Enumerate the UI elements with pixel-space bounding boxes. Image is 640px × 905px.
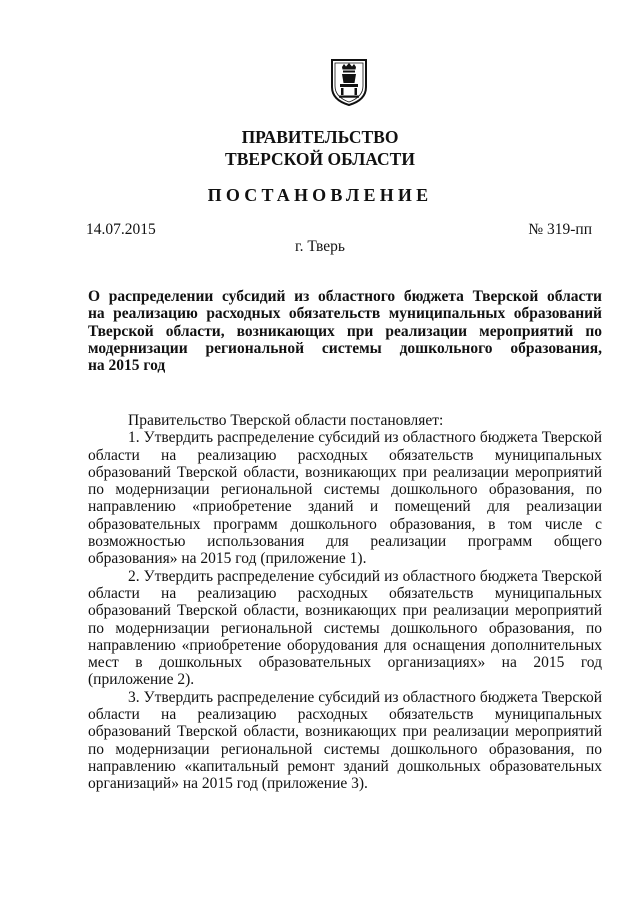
item-paragraph: 1. Утвердить распределение субсидий из областного бюджета Тверской области на реализацию расходных обязательств муниципальных образований Тверской области, возникающих при реализации мероприятий по модернизации региональной системы дошкольного образования, по направлению «приобретение зданий и помещений для реализации образовательных программ дошкольного образования, в том числе с возможностью использования для реализации программ общего образования» на 2015 год (приложение 1). [88,429,602,568]
document-date: 14.07.2015 [86,221,156,238]
item-paragraph: 3. Утвердить распределение субсидий из областного бюджета Тверской области на реализацию расходных обязательств муниципальных образований Тверской области, возникающих при реализации мероприятий по модернизации региональной системы дошкольного образования, по направлению «капитальный ремонт зданий дошкольных образовательных организаций» на 2015 год (приложение 3). [88,688,602,793]
document-body [88,412,602,793]
item-paragraph: 2. Утвердить распределение субсидий из областного бюджета Тверской области на реализацию расходных обязательств муниципальных образований Тверской области, возникающих при реализации мероприятий по модернизации региональной системы дошкольного образования, по направлению «приобретение оборудования для оснащения дополнительных мест в дошкольных образовательных организациях» на 2015 год (приложение 2). [88,567,602,689]
government-name-line: ТВЕРСКОЙ ОБЛАСТИ [225,149,415,169]
government-name-line: ПРАВИТЕЛЬСТВО [241,127,399,147]
coat-of-arms-icon [329,57,369,107]
intro-paragraph: Правительство Тверской области постановляет: [128,412,444,429]
document-number: № 319-пп [528,221,592,238]
document-title [88,288,602,374]
title-line: О распределении субсидий из областного бюджета Тверской области [88,288,602,305]
title-line: на 2015 год [88,357,166,375]
title-line: модернизации региональной системы дошкольного образования, [88,339,602,357]
title-line: Тверской области, возникающих при реализации мероприятий по [88,322,602,340]
title-line: на реализацию расходных обязательств муниципальных образований [88,305,602,323]
government-name [0,126,640,170]
document-city: г. Тверь [295,238,345,255]
document-type: ПОСТАНОВЛЕНИЕ [207,185,433,205]
